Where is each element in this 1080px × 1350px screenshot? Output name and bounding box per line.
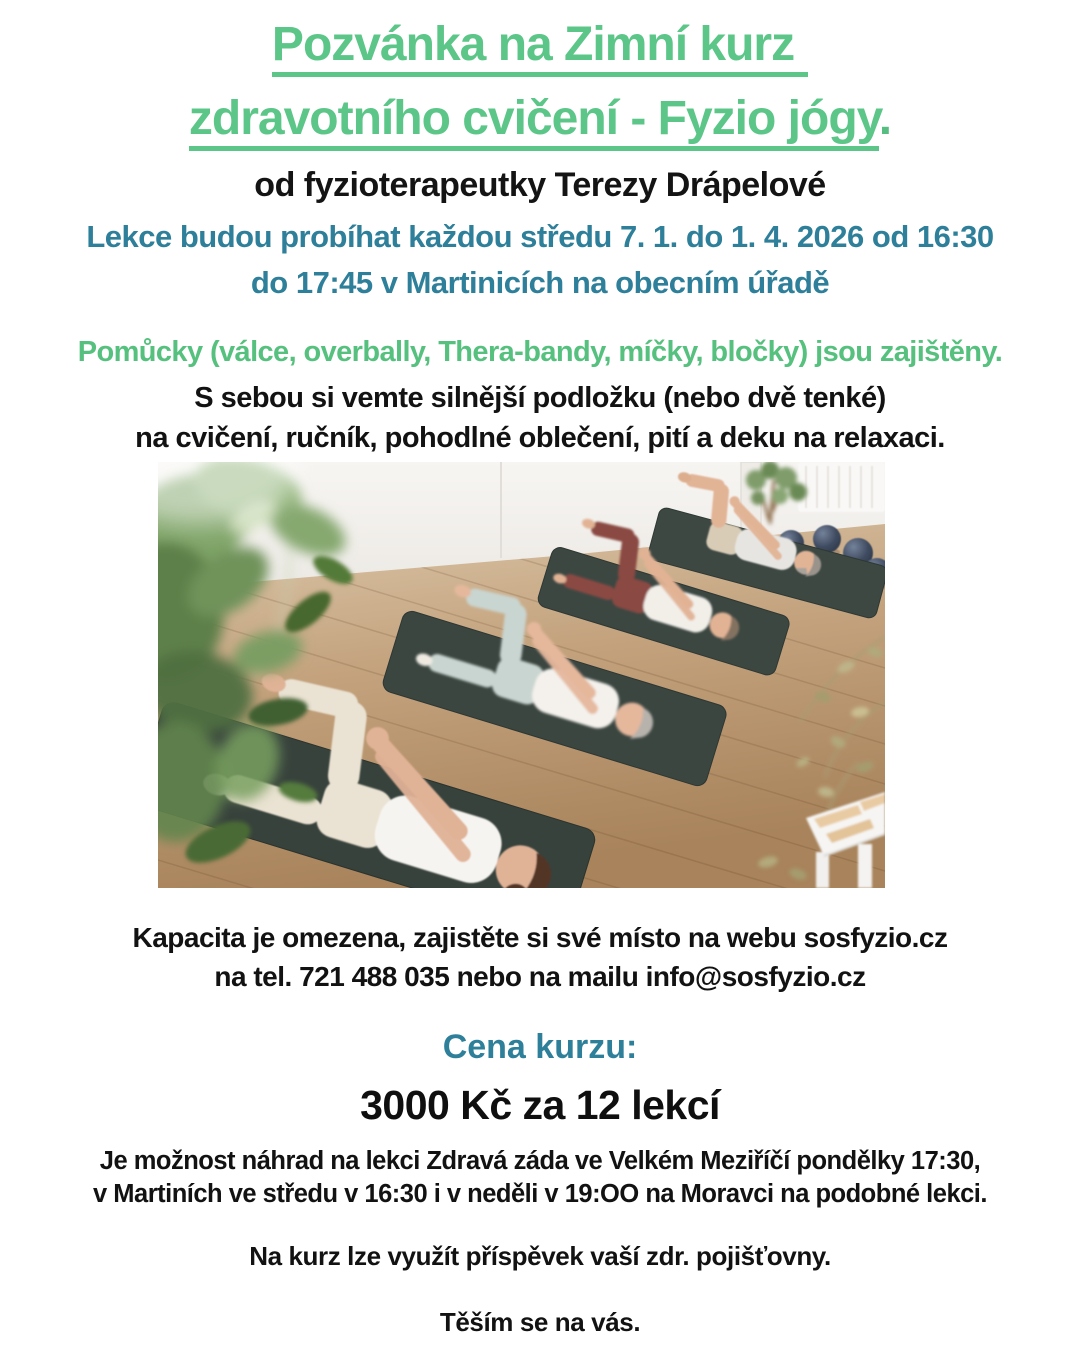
price-heading: Cena kurzu:: [442, 1028, 638, 1066]
schedule-line-2: do 17:45 v Martinicích na obecním úřadě: [250, 265, 830, 300]
closing-note: Těším se na vás.: [439, 1307, 641, 1337]
subtitle: od fyzioterapeutky Terezy Drápelové: [254, 166, 826, 204]
bring-line-1: S sebou si vemte silnější podložku (nebo dvě tenké): [194, 382, 886, 414]
substitution-line-1: Je možnost náhrad na lekci Zdravá záda ve Velkém Meziříčí pondělky 17:30,: [99, 1147, 981, 1175]
radiator: [798, 462, 885, 512]
page-title: [0, 8, 1080, 156]
substitution-line-2: v Martiních ve středu v 16:30 i v neděli v 19:OO na Moravci na podobné lekci.: [93, 1180, 987, 1208]
capacity-line-1: Kapacita je omezena, zajistěte si své místo na webu sosfyzio.cz: [132, 922, 948, 953]
insurance-note: Na kurz lze využít příspěvek vaší zdr. pojišťovny.: [249, 1241, 831, 1271]
bring-line-2: na cvičení, ručník, pohodlné oblečení, pití a deku na relaxaci.: [135, 422, 945, 454]
schedule-line-1: Lekce budou probíhat každou středu 7. 1. do 1. 4. 2026 od 16:30: [86, 219, 994, 254]
substitution-note: [0, 1145, 1080, 1211]
yoga-class-photo: [158, 462, 885, 888]
capacity-note: [0, 918, 1080, 996]
equipment-note: Pomůcky (válce, overbally, Thera-bandy, míčky, bločky) jsou zajištěny.: [77, 336, 1003, 368]
title-line2: zdravotního cvičení - Fyzio jógy: [189, 92, 879, 151]
yoga-class-photo-graphic: [158, 462, 885, 888]
capacity-line-2: na tel. 721 488 035 nebo na mailu info@sosfyzio.cz: [214, 961, 866, 992]
title-line1: Pozvánka na Zimní kurz: [272, 18, 808, 77]
title-period: .: [878, 92, 892, 145]
bring-note: [0, 378, 1080, 458]
schedule-note: [0, 214, 1080, 306]
price-amount: 3000 Kč za 12 lekcí: [360, 1082, 720, 1128]
